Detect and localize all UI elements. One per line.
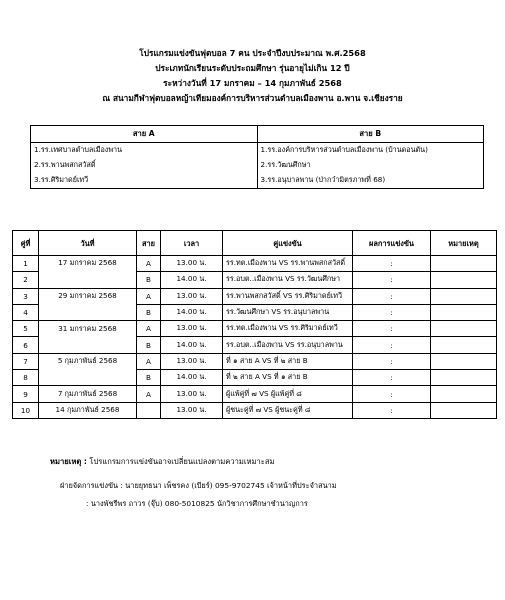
col-header-result: ผลการแข่งขัน (353, 231, 431, 256)
cell-no: 3 (13, 288, 39, 304)
table-row (13, 256, 497, 272)
cell-group: B (137, 337, 161, 353)
cell-time: 14.00 น. (161, 272, 223, 288)
cell-time: 13.00 น. (161, 256, 223, 272)
cell-no: 4 (13, 304, 39, 320)
cell-remark (431, 304, 497, 320)
cell-time: 14.00 น. (161, 370, 223, 386)
cell-match: ผู้แพ้คู่ที่ ๗ VS ผู้แพ้คู่ที่ ๘ (223, 386, 353, 402)
cell-result: : (353, 288, 431, 304)
cell-group: A (137, 353, 161, 369)
cell-time: 14.00 น. (161, 337, 223, 353)
organizer-line-1: ฝ่ายจัดการแข่งขัน : นายยุทธนา เพ็ชรคง (เบียร์) 095-9702745 เจ้าหน้าที่ประจำสนาม (60, 481, 337, 490)
cell-time: 13.00 น. (161, 321, 223, 337)
cell-no: 9 (13, 386, 39, 402)
table-row (13, 337, 497, 353)
cell-remark (431, 337, 497, 353)
table-row (13, 288, 497, 304)
cell-group: B (137, 272, 161, 288)
cell-match: รร.พานพสกสวัสดิ์ VS รร.ศิริมาดย์เทวี (223, 288, 353, 304)
cell-group: A (137, 321, 161, 337)
cell-no: 10 (13, 402, 39, 418)
cell-match: รร.อบต..เมืองพาน VS รร.วัฒนศึกษา (223, 272, 353, 288)
cell-group: B (137, 370, 161, 386)
cell-result: : (353, 321, 431, 337)
cell-date (39, 370, 137, 386)
cell-date: 5 กุมภาพันธ์ 2568 (39, 353, 137, 369)
cell-group: B (137, 304, 161, 320)
cell-date: 31 มกราคม 2568 (39, 321, 137, 337)
document-heading (0, 46, 505, 106)
cell-remark (431, 256, 497, 272)
cell-match: ที่ ๑ สาย A VS ที่ ๒ สาย B (223, 353, 353, 369)
cell-remark (431, 288, 497, 304)
group-b-team: 1.รร.องค์การบริหารส่วนตำบลเมืองพาน (บ้านดอนตัน) (257, 143, 484, 159)
cell-result: : (353, 402, 431, 418)
schedule-table (12, 230, 497, 419)
cell-match: รร.ทต.เมืองพาน VS รร.ศิริมาดย์เทวี (223, 321, 353, 337)
cell-time: 13.00 น. (161, 353, 223, 369)
cell-time: 14.00 น. (161, 304, 223, 320)
cell-result: : (353, 353, 431, 369)
note-label: หมายเหตุ : (50, 457, 87, 466)
cell-match: รร.วัฒนศึกษา VS รร.อนุบาลพาน (223, 304, 353, 320)
col-header-time: เวลา (161, 231, 223, 256)
cell-remark (431, 370, 497, 386)
cell-date: 7 กุมภาพันธ์ 2568 (39, 386, 137, 402)
cell-result: : (353, 272, 431, 288)
heading-line-1: โปรแกรมแข่งขันฟุตบอล 7 คน ประจำปีงบประมาณ พ.ศ.2568 (139, 48, 366, 58)
group-b-team: 3.รร.อนุบาลพาน (ป่ากว๋ามิตรภาพที่ 68) (257, 173, 484, 189)
cell-match: รร.ทต.เมืองพาน VS รร.พานพสกสวัสดิ์ (223, 256, 353, 272)
heading-line-3: ระหว่างวันที่ 17 มกราคม – 14 กุมภาพันธ์ 2568 (163, 78, 342, 88)
col-header-group: สาย (137, 231, 161, 256)
cell-result: : (353, 370, 431, 386)
group-a-header: สาย A (31, 126, 258, 143)
cell-date (39, 272, 137, 288)
cell-no: 5 (13, 321, 39, 337)
cell-remark (431, 272, 497, 288)
heading-line-2: ประเภทนักเรียนระดับประถมศึกษา รุ่นอายุไม่เกิน 12 ปี (155, 63, 350, 73)
cell-match: รร.อบต..เมืองพาน VS รร.อนุบาลพาน (223, 337, 353, 353)
group-a-team: 3.รร.ศิริมาดย์เทวี (31, 173, 258, 189)
cell-remark (431, 353, 497, 369)
cell-date (39, 337, 137, 353)
table-row (13, 402, 497, 418)
cell-no: 8 (13, 370, 39, 386)
cell-match: ที่ ๒ สาย A VS ที่ ๑ สาย B (223, 370, 353, 386)
table-row (13, 304, 497, 320)
cell-time: 13.00 น. (161, 288, 223, 304)
cell-date: 14 กุมภาพันธ์ 2568 (39, 402, 137, 418)
schedule-header-row (13, 231, 497, 256)
cell-no: 7 (13, 353, 39, 369)
cell-no: 1 (13, 256, 39, 272)
group-b-header: สาย B (257, 126, 484, 143)
cell-result: : (353, 304, 431, 320)
organizer-line-2: : นางพัชรีพร ถาวร (จุ๊บ) 080-5010825 นักวิชาการศึกษาชำนาญการ (86, 499, 308, 508)
cell-no: 6 (13, 337, 39, 353)
cell-result: : (353, 386, 431, 402)
cell-result: : (353, 337, 431, 353)
cell-remark (431, 386, 497, 402)
heading-line-4: ณ สนามกีฬาฟุตบอลหญ้าเทียมองค์การบริหารส่วนตำบลเมืองพาน อ.พาน จ.เชียงราย (102, 93, 403, 103)
cell-time: 13.00 น. (161, 386, 223, 402)
group-b-team: 2.รร.วัฒนศึกษา (257, 158, 484, 173)
col-header-match: คู่แข่งขัน (223, 231, 353, 256)
cell-group: A (137, 386, 161, 402)
table-row (13, 386, 497, 402)
table-row (13, 321, 497, 337)
group-a-team: 1.รร.เทศบาลตำบลเมืองพาน (31, 143, 258, 159)
table-row (13, 370, 497, 386)
note (50, 456, 275, 468)
cell-group: A (137, 288, 161, 304)
col-header-remark: หมายเหตุ (431, 231, 497, 256)
cell-date: 29 มกราคม 2568 (39, 288, 137, 304)
schedule-body (13, 256, 497, 419)
note-text: โปรแกรมการแข่งขันอาจเปลี่ยนแปลงตามความเหมาะสม (86, 457, 275, 466)
groups-table (30, 125, 484, 189)
col-header-no: คู่ที่ (13, 231, 39, 256)
cell-remark (431, 402, 497, 418)
cell-group: A (137, 256, 161, 272)
col-header-date: วันที่ (39, 231, 137, 256)
cell-group (137, 402, 161, 418)
cell-no: 2 (13, 272, 39, 288)
table-row (13, 353, 497, 369)
cell-time: 13.00 น. (161, 402, 223, 418)
cell-remark (431, 321, 497, 337)
cell-date (39, 304, 137, 320)
cell-match: ผู้ชนะคู่ที่ ๗ VS ผู้ชนะคู่ที่ ๘ (223, 402, 353, 418)
group-a-team: 2.รร.พานพสกสวัสดิ์ (31, 158, 258, 173)
table-row (13, 272, 497, 288)
cell-date: 17 มกราคม 2568 (39, 256, 137, 272)
cell-result: : (353, 256, 431, 272)
